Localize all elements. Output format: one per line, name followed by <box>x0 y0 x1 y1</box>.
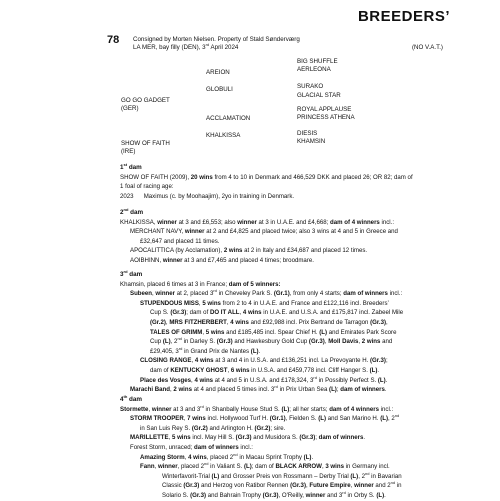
sire-dam: GLOBULI <box>206 86 233 93</box>
dam-line: £32,647 and placed 11 times. <box>140 237 220 245</box>
lot-header <box>133 36 443 52</box>
dam-line: Forest Storm, unraced; dam of winners incl.: <box>130 443 253 451</box>
dam-line: (Gr.2), MRS FITZHERBERT, 4 wins and £92,988 incl. Prix Bertrand de Tarragon (Gr.3), <box>150 318 388 326</box>
section-title: 2nd dam <box>120 206 144 216</box>
dam-line: Fann, winner, placed 2nd in Valiant S. (L); dam of BLACK ARROW, 3 wins in Germany incl. <box>140 461 390 471</box>
sire-sire: AREION <box>206 69 230 76</box>
ddam-sire: DIESIS <box>297 130 318 137</box>
dam-sire: ACCLAMATION <box>206 115 251 122</box>
lot-number: 78 <box>107 34 120 46</box>
consignor-line: Consigned by Morten Nielsen. Property of Stald Sønderværg <box>133 36 300 43</box>
sire-country: (GER) <box>121 105 139 112</box>
dam-line: dam of KENTUCKY GHOST, 6 wins in U.S.A. and £459,778 incl. Cliff Hanger S. (L). <box>150 366 380 374</box>
ssire-sire: BIG SHUFFLE <box>297 58 338 65</box>
fourth-dam-section <box>120 395 450 501</box>
sdam-sire: SURAKO <box>297 83 324 90</box>
dam-dam: KHALKISSA <box>206 132 241 139</box>
ddam-dam: KHAMSIN <box>297 138 326 145</box>
dam-line: Amazing Storm, 4 wins, placed 2nd in Macau Sprint Trophy (L). <box>140 451 314 461</box>
dam-line: MERCHANT NAVY, winner at 2 and £4,825 and placed twice; also 3 wins at 4 and 5 in Greece and <box>130 228 398 236</box>
dam-line: Khamsin, placed 6 times at 3 in France; dam of 5 winners: <box>120 280 281 288</box>
dam-line: Marachi Band, 2 wins at 4 and placed 5 times incl. 3rd in Prix Urban Sea (L); dam of winners. <box>130 384 387 394</box>
dam-line: Place des Vosges, 4 wins at 4 and 5 in U.S.A. and £178,324, 3rd in Possibly Perfect S. (L). <box>140 374 388 384</box>
dam-line: in San Luis Rey S. (Gr.2) and Arlington H. (Gr.2); sire. <box>140 424 286 432</box>
dam-line: SHOW OF FAITH (2009), 20 wins from 4 to 10 in Denmark and 466,529 DKK and placed 26; OR 82; dam of <box>120 173 413 181</box>
dam-line: Classic (Gr.3) and Herzog von Ratibor Rennen (Gr.3), Future Empire, winner and 2nd in <box>162 480 402 490</box>
dam-line: TALES OF GRIMM, 5 wins and £185,485 incl. Spear Chief H. (L) and Emirates Park Score <box>150 328 397 336</box>
dam-line: AOIBHINN, winner at 3 and £7,465 and placed 4 times; broodmare. <box>130 256 314 264</box>
first-dam-section <box>120 163 450 201</box>
dam-line: APOCALITTICA (by Acclamation), 2 wins at 2 in Italy and £34,687 and placed 12 times. <box>130 247 368 255</box>
dsire-sire: ROYAL APPLAUSE <box>297 106 352 113</box>
horse-line: LA MER, bay filly (DEN), 3rd April 2024 <box>133 42 239 52</box>
dam-line: £29,405, 3rd in Grand Prix de Nantes (L). <box>150 345 261 355</box>
ssire-dam: AERLEONA <box>297 66 331 73</box>
dam-line: Solario S. (Gr.3) and Bahrain Trophy (Gr.3), O'Reilly, winner and 3rd in Orby S. (L). <box>162 489 386 499</box>
dam-line: 1 foal of racing age: <box>120 183 174 191</box>
dam-line: Stormette, winner at 3 and 3rd in Shanbally House Stud S. (L); all her starts; dam of 4 winners incl.: <box>120 403 394 413</box>
dam-line: CLOSING RANGE, 4 wins at 3 and 4 in U.S.A. and £136,251 incl. La Prevoyante H. (Gr.3); <box>140 357 388 365</box>
dam-country: (IRE) <box>121 148 136 155</box>
dam-line: Cup S. (Gr.3); dam of DO IT ALL, 4 wins in U.A.E. and U.S.A. and £175,817 incl. Zabeel Mile <box>150 309 404 317</box>
dam-name: SHOW OF FAITH <box>121 140 170 147</box>
section-title: 3rd dam <box>120 268 143 278</box>
third-dam-section <box>120 270 450 395</box>
dam-line: STUPENDOUS MISS, 5 wins from 2 to 4 in U.A.E. and France and £122,116 incl. Breeders’ <box>140 299 389 307</box>
dam-line: MARILLETTE, 5 wins incl. May Hill S. (Gr.3) and Musidora S. (Gr.3); dam of winners. <box>130 434 366 442</box>
second-dam-section <box>120 208 450 266</box>
section-title: 4th dam <box>120 393 142 403</box>
brand-logo: BREEDERS’ <box>357 8 450 25</box>
dsire-dam: PRINCESS ATHENA <box>297 114 355 121</box>
sire-name: GO GO GADGET <box>121 97 170 104</box>
section-title: 1st dam <box>120 161 142 171</box>
dam-line: STORM TROOPER, 7 wins incl. Hollywood Turf H. (Gr.1), Fielden S. (L) and San Marino H. (L), 2nd <box>130 413 400 423</box>
dam-line: 2023 Maximus (c. by Moohaajim), 2yo in training in Denmark. <box>120 192 295 200</box>
sdam-dam: GLACIAL STAR <box>297 92 341 99</box>
vat-note: (NO V.A.T.) <box>411 44 443 52</box>
dam-line: Cup (L), 2nd in Darley S. (Gr.3) and Hawkesbury Gold Cup (Gr.3), Moll Davis, 2 wins and <box>150 336 393 346</box>
dam-line: Subeen, winner at 2, placed 3rd in Cheveley Park S. (Gr.1), from only 4 starts; dam of winners incl.: <box>130 288 403 298</box>
dam-line: Winterfavorit-Trial (L) and Grosser Preis von Rossmann – Derby Trial (L), 2nd in Bavarian <box>162 470 402 480</box>
dam-line: KHALKISSA, winner at 3 and £6,553; also winner at 3 in U.A.E. and £4,668; dam of 4 winners incl.: <box>120 218 395 226</box>
